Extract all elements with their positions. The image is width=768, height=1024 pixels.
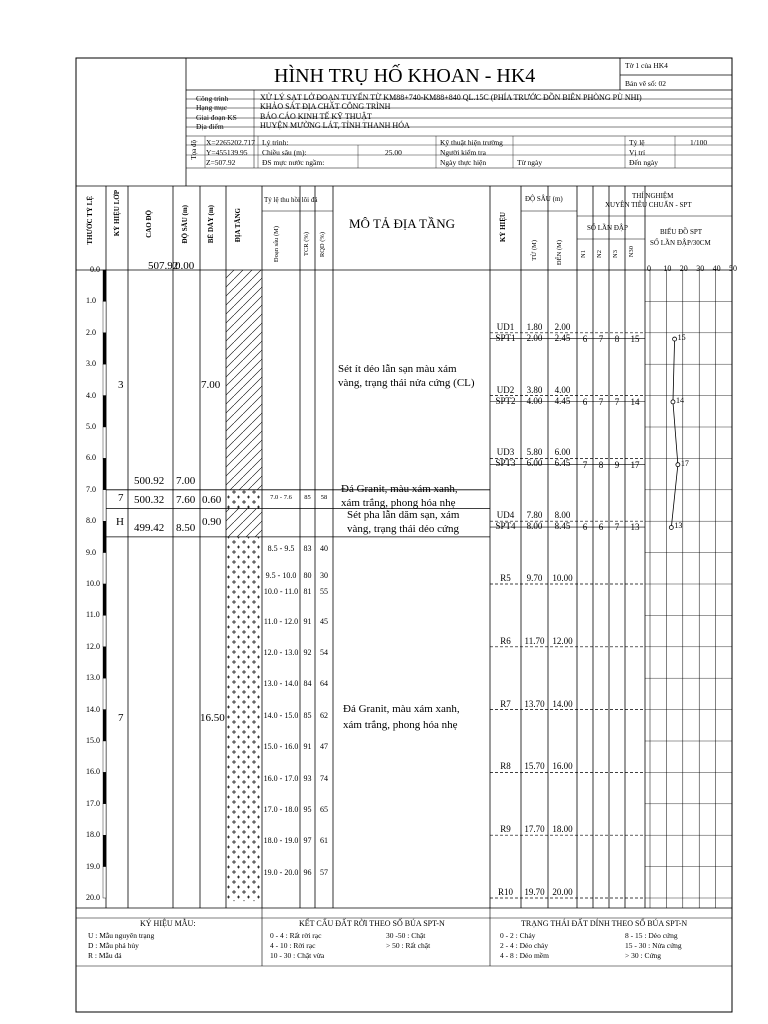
legend-cohesionless-item: 4 - 10 : Rời rạc <box>270 941 316 950</box>
ruler-segment <box>103 427 106 458</box>
layer-description: Đá Granit, màu xám xanh, <box>341 482 458 495</box>
coord-z: Z=507.92 <box>206 158 236 167</box>
sample-from: 11.70 <box>524 635 545 646</box>
spt-scale-tick: 10 <box>663 264 672 273</box>
layer-code: 3 <box>118 378 124 391</box>
header-sample-code: KÝ HIỆU <box>499 212 507 243</box>
ruler-label: 6.0 <box>86 453 96 463</box>
spt-n1: 6 <box>582 396 588 407</box>
scale-label: Tỷ lệ <box>629 138 645 147</box>
layer-description: Sét pha lẫn dăm sạn, xám <box>347 508 460 521</box>
spt-point-label: 17 <box>680 458 689 468</box>
core-range: 9.5 - 10.0 <box>265 571 297 581</box>
sample-from: 6.00 <box>526 458 543 469</box>
ruler-segment <box>103 301 106 332</box>
core-range: 14.0 - 15.0 <box>263 710 299 720</box>
core-tcr: 80 <box>303 571 312 581</box>
sample-from: 17.70 <box>524 824 545 835</box>
header-core-range: Đoạn sâu (M) <box>273 226 280 263</box>
position-label: Vị trí <box>629 148 646 157</box>
legend-cohesionless-item: 0 - 4 : Rất rời rạc <box>270 931 322 940</box>
layer-thickness: 0.90 <box>202 515 222 528</box>
core-tcr: 83 <box>303 544 312 554</box>
spt-n3: 9 <box>614 459 620 470</box>
sample-from: 7.80 <box>526 510 543 521</box>
header-spt-subtitle: XUYÊN TIÊU CHUẨN - SPT <box>605 201 692 209</box>
sheet-number: Tờ 1 của HK4 <box>625 61 668 70</box>
strata-clay <box>226 270 262 490</box>
layer-description: xám trắng, phong hóa nhẹ <box>341 496 456 509</box>
spt-scale-tick: 0 <box>647 264 651 273</box>
legend-sample-title: KÝ HIỆU MẪU: <box>140 919 196 928</box>
ruler-label: 10.0 <box>86 579 100 588</box>
strata-granite-lower <box>226 537 262 901</box>
ruler-label: 12.0 <box>86 641 100 651</box>
core-range: 17.0 - 18.0 <box>263 805 299 815</box>
sample-to: 12.00 <box>552 635 573 646</box>
layer-depth: 7.00 <box>176 474 196 487</box>
core-range: 16.0 - 17.0 <box>263 773 299 783</box>
ruler-segment <box>103 584 106 615</box>
sample-to: 4.45 <box>554 395 571 406</box>
core-rqd: 57 <box>320 867 328 877</box>
depth-value: 25.00 <box>385 148 402 157</box>
ruler-label: 8.0 <box>86 516 96 526</box>
spt-n2: 6 <box>598 522 604 533</box>
ruler-label: 15.0 <box>86 736 100 745</box>
spt-n30: 15 <box>630 334 640 345</box>
legend-sample-item: D : Mẫu phá hủy <box>88 941 139 950</box>
ruler-label: 20.0 <box>86 893 100 902</box>
header-depth: ĐỘ SÂU (m) <box>181 205 189 244</box>
ruler-segment <box>103 521 106 552</box>
legend-cohesionless-item: 10 - 30 : Chặt vừa <box>270 951 325 960</box>
core-rqd: 58 <box>320 494 328 502</box>
spt-n2: 7 <box>598 396 604 407</box>
sample-id: R6 <box>500 635 511 646</box>
ruler-label: 2.0 <box>86 327 96 337</box>
core-rqd: 74 <box>320 773 328 783</box>
sample-from: 15.70 <box>524 761 545 772</box>
core-tcr: 93 <box>303 773 312 783</box>
core-rqd: 47 <box>320 742 328 752</box>
header-n2: N2 <box>596 250 603 258</box>
core-tcr: 91 <box>303 742 312 752</box>
core-tcr: 84 <box>303 679 312 689</box>
sample-id: SPT1 <box>495 332 516 343</box>
spt-scale-tick: 50 <box>729 264 737 273</box>
header-layer-code: KÝ HIỆU LỚP <box>113 190 121 237</box>
sample-to: 10.00 <box>552 573 573 583</box>
ruler-label: 11.0 <box>86 610 100 620</box>
strata-granite-upper <box>226 490 262 509</box>
core-tcr: 81 <box>303 586 312 596</box>
layer-elevation: 500.32 <box>134 493 165 506</box>
coord-label: Tọa độ <box>190 140 198 160</box>
spt-point-label: 13 <box>674 521 683 531</box>
spt-point <box>673 337 677 341</box>
spt-point <box>669 525 673 529</box>
core-rqd: 65 <box>320 805 328 815</box>
core-range: 15.0 - 16.0 <box>263 742 299 752</box>
legend-cohesive-item: 2 - 4 : Dẻo chảy <box>500 941 549 950</box>
sample-id: R10 <box>497 887 513 897</box>
core-rqd: 64 <box>320 679 328 689</box>
coord-y: Y=455139.95 <box>206 148 248 157</box>
date-label: Ngày thực hiện <box>440 158 487 167</box>
header-thickness: BỀ DÀY (m) <box>207 205 215 244</box>
ruler-segment <box>103 867 106 898</box>
coord-x: X=2265202.717 <box>206 138 256 147</box>
sample-to: 18.00 <box>552 824 573 835</box>
header-elevation: CAO ĐỘ <box>145 210 153 238</box>
spt-n2: 8 <box>598 459 604 470</box>
legend-cohesionless-item: > 50 : Rất chặt <box>386 941 431 950</box>
layer-thickness: 7.00 <box>201 378 221 391</box>
ruler-segment <box>103 615 106 646</box>
header-n1: N1 <box>580 250 587 258</box>
legend-cohesive-item: 0 - 2 : Chảy <box>500 931 536 940</box>
legend-cohesive-item: 15 - 30 : Nửa cứng <box>625 941 682 950</box>
sample-id: R8 <box>500 761 511 772</box>
drawing-number: Bản vẽ số: 02 <box>625 79 667 88</box>
legend-cohesive-title: TRẠNG THÁI ĐẤT DÍNH THEO SỐ BÚA SPT-N <box>521 919 688 928</box>
core-rqd: 40 <box>320 544 328 554</box>
sample-from: 4.00 <box>526 395 543 406</box>
core-tcr: 85 <box>303 710 312 720</box>
sample-id: R5 <box>500 573 511 583</box>
layer-depth: 8.50 <box>176 521 196 534</box>
core-range: 10.0 - 11.0 <box>263 586 299 596</box>
checker-label: Người kiểm tra <box>440 148 486 157</box>
layer-depth: 7.60 <box>176 493 196 506</box>
legend-cohesionless-title: KẾT CẤU ĐẤT RỜI THEO SỐ BÚA SPT-N <box>299 919 445 928</box>
ruler-segment <box>103 741 106 772</box>
to-date-label: Đến ngày <box>629 158 658 167</box>
info-label-project: Công trình <box>196 94 229 103</box>
core-range: 8.5 - 9.5 <box>267 544 295 554</box>
sample-to: 4.00 <box>554 384 571 395</box>
ruler-label: 9.0 <box>86 547 96 557</box>
header-spt-title: THÍ NGHIỆM <box>632 192 674 200</box>
sample-id: SPT4 <box>495 521 516 532</box>
ruler-label: 16.0 <box>86 767 100 777</box>
sample-from: 13.70 <box>524 698 545 709</box>
spt-n1: 6 <box>582 334 588 345</box>
info-value-location: HUYỆN MƯỜNG LÁT, TỈNH THANH HÓA <box>260 121 410 130</box>
core-rqd: 62 <box>320 710 328 720</box>
layer-thickness: 0.60 <box>202 493 222 506</box>
spt-scale-tick: 20 <box>679 264 688 273</box>
ruler-label: 7.0 <box>86 484 96 494</box>
ruler-label: 4.0 <box>86 390 96 400</box>
legend-cohesive-item: 8 - 15 : Dẻo cứng <box>625 931 678 940</box>
top-elevation: 507.92 <box>148 260 179 272</box>
ruler-segment <box>103 678 106 709</box>
sample-id: UD3 <box>496 447 515 458</box>
depth-label: Chiều sâu (m): <box>262 148 307 157</box>
layer-elevation: 499.42 <box>134 521 165 534</box>
sample-to: 8.00 <box>554 510 571 521</box>
ruler-segment <box>103 270 106 301</box>
sample-to: 8.45 <box>554 521 571 532</box>
ruler-segment <box>103 458 106 489</box>
spt-n2: 7 <box>598 334 604 345</box>
sample-to: 6.00 <box>554 447 571 458</box>
sample-from: 9.70 <box>526 573 543 583</box>
header-blow-count: SỐ LẦN ĐẬP <box>587 224 628 232</box>
core-tcr: 91 <box>303 616 312 626</box>
sample-to: 2.00 <box>554 321 571 332</box>
spt-curve <box>671 339 678 527</box>
legend-cohesive-item: 4 - 8 : Dẻo mềm <box>500 951 549 960</box>
top-depth: 0.00 <box>175 260 195 272</box>
core-rqd: 55 <box>320 586 328 596</box>
header-from: TỪ (M) <box>531 240 538 261</box>
core-rqd: 54 <box>320 648 328 658</box>
layer-thickness: 16.50 <box>200 712 225 725</box>
sample-to: 6.45 <box>554 458 571 469</box>
header-spt-chart: BIỂU ĐỒ SPT <box>660 228 703 236</box>
spt-n3: 8 <box>614 334 620 345</box>
sample-id: UD1 <box>496 321 515 332</box>
layer-code: 7 <box>118 712 124 725</box>
ruler-label: 13.0 <box>86 673 100 683</box>
legend-sample-item: U : Mẫu nguyên trạng <box>88 931 155 940</box>
core-tcr: 92 <box>303 648 312 658</box>
layer-description: Đá Granit, màu xám xanh, <box>343 702 460 715</box>
header-core-recovery: Tỷ lệ thu hồi lõi đá <box>264 196 318 204</box>
ruler-label: 19.0 <box>86 861 100 871</box>
spt-n30: 13 <box>630 522 640 533</box>
layer-elevation: 500.92 <box>134 474 165 487</box>
legend-sample-item: R : Mẫu đá <box>88 951 122 960</box>
ruler-label: 14.0 <box>86 704 100 714</box>
ruler-segment <box>103 333 106 364</box>
sample-id: SPT2 <box>495 395 516 406</box>
info-label-item: Hạng mục <box>196 103 228 112</box>
core-tcr: 97 <box>303 836 312 846</box>
layer-description: Sét ít dẻo lẫn sạn màu xám <box>338 363 457 376</box>
info-value-item: KHẢO SÁT ĐỊA CHẤT CÔNG TRÌNH <box>260 102 391 111</box>
log-title: HÌNH TRỤ HỐ KHOAN - HK4 <box>274 65 536 87</box>
ruler-label: 1.0 <box>86 296 96 306</box>
core-range: 13.0 - 14.0 <box>263 679 299 689</box>
header-ruler: THƯỚC TỶ LỆ <box>86 196 94 245</box>
sample-from: 3.80 <box>526 384 543 395</box>
info-label-stage: Giai đoạn KS <box>196 113 237 122</box>
core-range: 7.0 - 7.6 <box>270 494 292 502</box>
ruler-segment <box>103 490 106 521</box>
core-rqd: 30 <box>320 571 328 581</box>
scale-value: 1/100 <box>690 138 708 147</box>
core-tcr: 85 <box>304 494 311 502</box>
ruler-segment <box>103 804 106 835</box>
ruler-label: 17.0 <box>86 798 100 808</box>
header-n3: N3 <box>612 250 619 258</box>
spt-n1: 7 <box>582 459 588 470</box>
sample-to: 20.00 <box>552 887 573 897</box>
spt-scale-tick: 30 <box>696 264 705 273</box>
spt-scale-tick: 40 <box>712 264 721 273</box>
spt-point-label: 14 <box>675 395 684 405</box>
sample-from: 5.80 <box>526 447 543 458</box>
sample-id: UD4 <box>496 510 515 521</box>
header-tcr: TCR (%) <box>303 232 310 257</box>
layer-code: 7 <box>118 492 124 505</box>
sample-id: UD2 <box>496 384 515 395</box>
info-label-location: Địa điểm <box>196 122 224 131</box>
spt-point <box>671 400 675 404</box>
sample-to: 16.00 <box>552 761 573 772</box>
spt-n30: 14 <box>630 396 640 407</box>
layer-description: vàng, trạng thái dẻo cứng <box>347 522 459 535</box>
core-tcr: 95 <box>303 805 312 815</box>
layer-description: xám trắng, phong hóa nhẹ <box>343 718 458 731</box>
spt-point <box>676 463 680 467</box>
core-range: 19.0 - 20.0 <box>263 867 299 877</box>
from-date-label: Từ ngày <box>517 158 543 167</box>
ruler-segment <box>103 710 106 741</box>
ruler-label: 18.0 <box>86 830 100 840</box>
core-range: 11.0 - 12.0 <box>263 616 299 626</box>
strata-sandy-clay <box>226 509 262 537</box>
sample-to: 14.00 <box>552 698 573 709</box>
sample-from: 19.70 <box>524 887 545 897</box>
header-n30: N30 <box>628 246 635 258</box>
header-description: MÔ TẢ ĐỊA TẦNG <box>349 216 456 231</box>
spt-n1: 6 <box>582 522 588 533</box>
header-rqd: RQD (%) <box>319 232 326 258</box>
sample-from: 1.80 <box>526 321 543 332</box>
core-range: 18.0 - 19.0 <box>263 836 299 846</box>
core-rqd: 45 <box>320 616 328 626</box>
ruler-segment <box>103 364 106 395</box>
ruler-zero: 0.0 <box>90 265 100 274</box>
sample-id: SPT3 <box>495 458 516 469</box>
info-value-project: XỬ LÝ SẠT LỞ ĐOẠN TUYẾN TỪ KM88+740-KM88+840 QL.15C (PHÍA TRƯỚC ĐỒN BIÊN PHÒNG PÙ NHI) <box>260 93 642 102</box>
header-sample-depth: ĐỘ SÂU (m) <box>525 195 563 203</box>
ruler-segment <box>103 396 106 427</box>
header-spt-chart-sub: SỐ LẦN ĐẬP/30CM <box>650 239 711 247</box>
field-tech-label: Kỹ thuật hiện trường <box>440 138 503 147</box>
spt-point-label: 15 <box>677 333 686 343</box>
core-tcr: 96 <box>303 867 312 877</box>
ruler-segment <box>103 647 106 678</box>
layer-description: vàng, trạng thái nửa cứng (CL) <box>338 377 475 390</box>
header-strata: ĐỊA TẦNG <box>234 208 242 243</box>
spt-n3: 7 <box>614 396 620 407</box>
legend-cohesive-item: > 30 : Cứng <box>625 951 662 960</box>
ruler-label: 5.0 <box>86 422 96 431</box>
station-label: Lý trình: <box>262 138 289 147</box>
core-rqd: 61 <box>320 836 328 846</box>
sample-to: 2.45 <box>554 332 571 343</box>
ruler-segment <box>103 772 106 803</box>
core-range: 12.0 - 13.0 <box>263 648 299 658</box>
sample-from: 2.00 <box>526 332 543 343</box>
spt-n3: 7 <box>614 522 620 533</box>
ruler-segment <box>103 553 106 584</box>
sample-from: 8.00 <box>526 521 543 532</box>
layer-code: H <box>116 515 124 528</box>
groundwater-label: ĐS mực nước ngầm: <box>262 158 325 167</box>
info-value-stage: BÁO CÁO KINH TẾ KỸ THUẬT <box>260 112 372 121</box>
sample-id: R9 <box>500 824 511 835</box>
ruler-segment <box>103 835 106 866</box>
ruler-label: 3.0 <box>86 359 96 369</box>
header-to: ĐẾN (M) <box>556 240 563 266</box>
legend-cohesionless-item: 30 -50 : Chặt <box>386 931 426 940</box>
sample-id: R7 <box>500 698 511 709</box>
spt-n30: 17 <box>630 459 640 470</box>
